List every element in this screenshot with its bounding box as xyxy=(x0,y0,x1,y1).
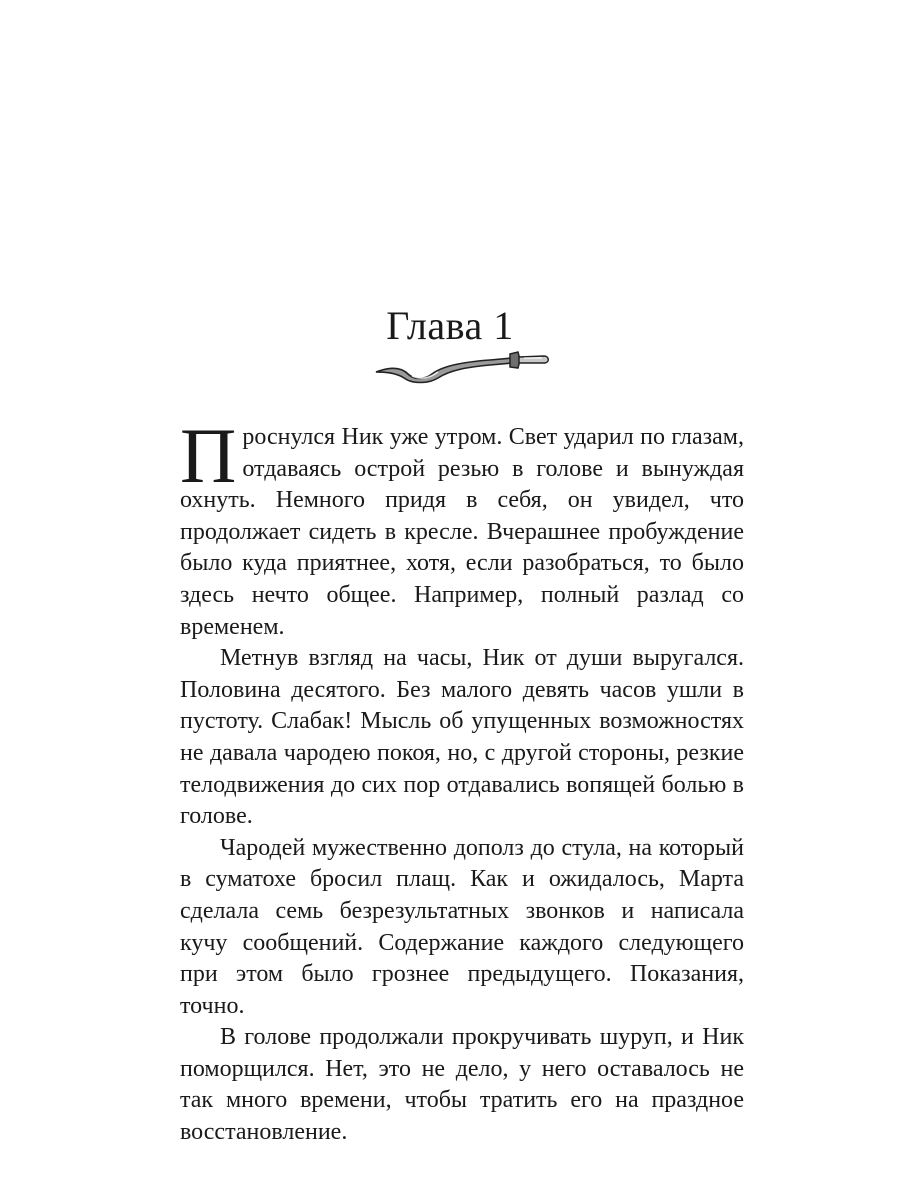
paragraph-2: Метнув взгляд на часы, Ник от души выругался. Половина десятого. Без малого девять часов ушли в пустоту. Слабак! Мысль об упущенных возможностях не давала чародею покоя, но, с другой стороны, резкие телодвижения до сих пор отдавались вопящей болью в голове. xyxy=(180,645,744,830)
chapter-text xyxy=(180,412,744,1149)
khopesh-sword-icon xyxy=(372,350,552,386)
paragraph-1 xyxy=(180,412,744,643)
paragraph-3: Чародей мужественно дополз до стула, на который в суматохе бросил плащ. Как и ожидалось, Марта сделала семь безрезультатных звонков и написала кучу сообщений. Содержание каждого следующего при этом было грознее предыдущего. Показания, точно. xyxy=(180,834,744,1019)
paragraph-4: В голове продолжали прокручивать шуруп, и Ник поморщился. Нет, это не дело, у него оставалось не так много времени, чтобы тратить его на праздное восстановление. xyxy=(180,1024,744,1146)
paragraph-1-text: роснулся Ник уже утром. Свет ударил по глазам, отдаваясь острой резью в голове и вынуждая охнуть. Немного придя в себя, он увидел, что продолжает сидеть в кресле. Вчерашнее пробуждение было куда приятнее, хотя, если разобраться, то было здесь нечто общее. Например, полный разлад со временем. xyxy=(180,424,744,640)
drop-cap: П xyxy=(180,412,237,499)
chapter-title: Глава 1 xyxy=(386,303,514,348)
